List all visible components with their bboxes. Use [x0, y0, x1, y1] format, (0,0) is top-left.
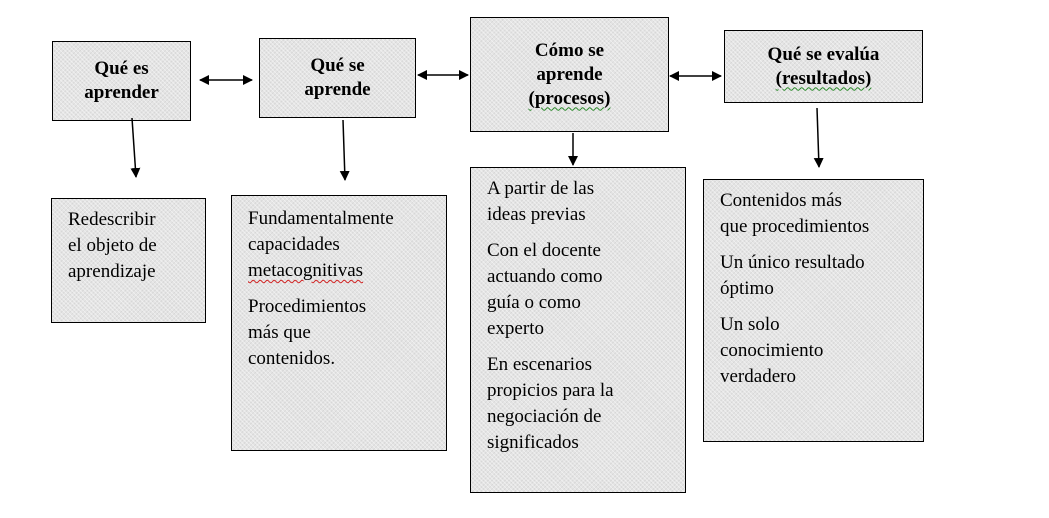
header-line: aprende	[304, 79, 371, 100]
detail-line: Un solo	[720, 314, 780, 335]
detail-line: ideas previas	[487, 204, 586, 225]
detail-line: Procedimientos	[248, 296, 367, 317]
detail-line: el objeto de	[68, 235, 157, 256]
header-line: Qué se	[310, 55, 365, 76]
detail-line: Contenidos más	[720, 190, 842, 211]
detail-line: contenidos.	[248, 348, 336, 369]
detail-line: guía o como	[487, 292, 581, 313]
detail-line: verdadero	[720, 366, 796, 387]
header-line: Qué se evalúa	[767, 43, 880, 65]
detail-line: propicios para la	[487, 380, 614, 401]
detail-line: Con el docente	[487, 240, 601, 261]
detail-line: metacognitivas	[248, 260, 364, 281]
detail-line: Un único resultado	[720, 252, 865, 273]
detail-line: óptimo	[720, 278, 774, 299]
header-line: aprende	[536, 63, 603, 85]
detail-line: conocimiento	[720, 340, 824, 361]
header-line-text: (resultados)	[775, 67, 872, 89]
down-arrow-2	[343, 120, 345, 180]
detail-line: más que	[248, 322, 311, 343]
detail-line: aprendizaje	[68, 261, 156, 282]
header-line: Qué es	[94, 58, 149, 79]
header-line: Cómo se	[534, 39, 605, 61]
down-arrow-4	[817, 108, 819, 167]
header-line-text: (procesos)	[528, 87, 611, 109]
detail-line: significados	[487, 432, 579, 453]
detail-line: actuando como	[487, 266, 603, 287]
detail-line: Redescribir	[68, 209, 156, 230]
detail-line: En escenarios	[487, 354, 592, 375]
header-line: aprender	[84, 82, 159, 103]
detail-line: negociación de	[487, 406, 602, 427]
detail-line: que procedimientos	[720, 216, 870, 237]
detail-line: Fundamentalmente	[248, 208, 394, 229]
detail-line: A partir de las	[487, 178, 595, 199]
down-arrow-1	[132, 118, 136, 177]
detail-line: experto	[487, 318, 544, 339]
detail-line: capacidades	[248, 234, 340, 255]
